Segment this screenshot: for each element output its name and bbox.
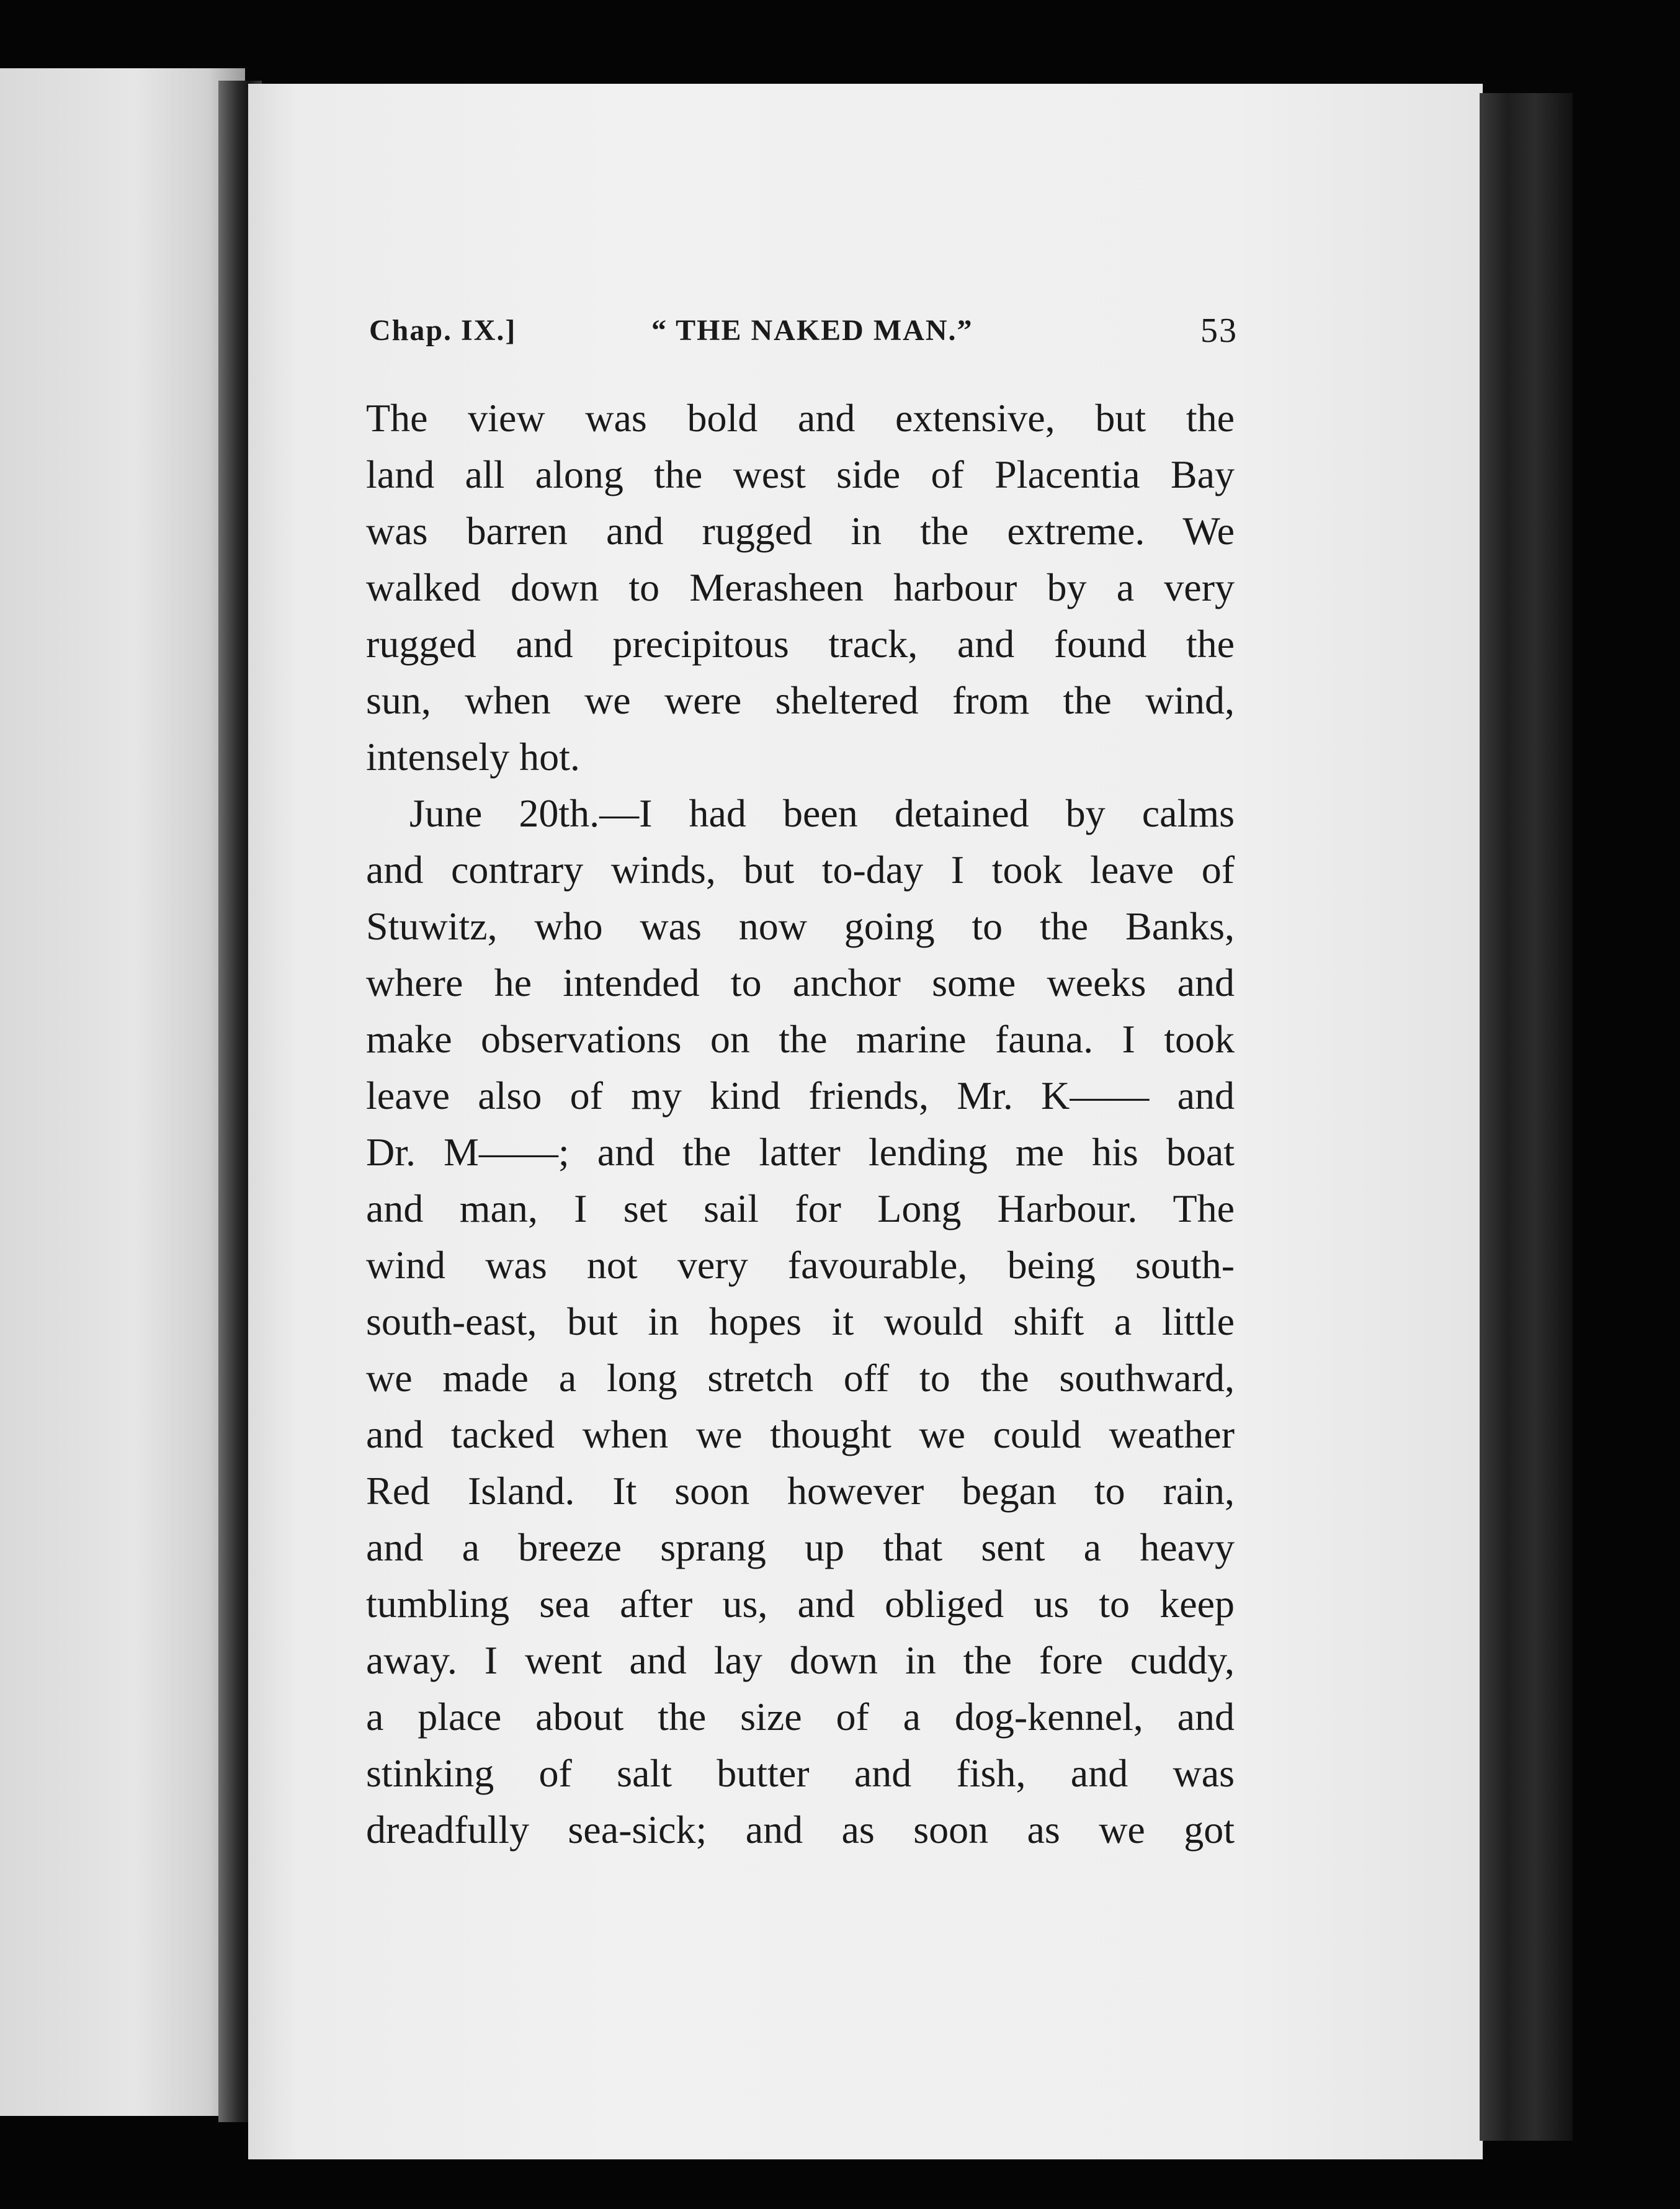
text-line: intensely hot. xyxy=(366,735,580,779)
page-number: 53 xyxy=(1200,311,1238,350)
text-line: Stuwitz, who was now going to the Banks, xyxy=(366,904,1235,948)
text-line: and tacked when we thought we could weather xyxy=(366,1412,1235,1456)
text-line: and contrary winds, but to-day I took leave of xyxy=(366,848,1235,892)
text-line: away. I went and lay down in the fore cuddy, xyxy=(366,1638,1235,1682)
text-line: and a breeze sprang up that sent a heavy xyxy=(366,1525,1235,1569)
chapter-label: Chap. IX.] xyxy=(369,314,517,347)
text-line: stinking of salt butter and fish, and was xyxy=(366,1751,1235,1795)
text-line: dreadfully sea-sick; and as soon as we got xyxy=(366,1808,1235,1852)
running-head xyxy=(369,313,1238,357)
text-line: June 20th.—I had been detained by calms xyxy=(409,791,1235,835)
text-line: and man, I set sail for Long Harbour. The xyxy=(366,1186,1235,1230)
text-line: wind was not very favourable, being south- xyxy=(366,1243,1235,1287)
text-line: we made a long stretch off to the southward, xyxy=(366,1356,1235,1400)
text-line: leave also of my kind friends, Mr. K—— and xyxy=(366,1073,1235,1118)
text-line: make observations on the marine fauna. I took xyxy=(366,1017,1235,1061)
text-line: The view was bold and extensive, but the xyxy=(366,396,1235,440)
text-line: rugged and precipitous track, and found the xyxy=(366,622,1235,666)
text-line: was barren and rugged in the extreme. We xyxy=(366,509,1235,553)
text-line: a place about the size of a dog-kennel, and xyxy=(366,1695,1235,1739)
text-line: sun, when we were sheltered from the wind, xyxy=(366,678,1235,722)
page-edge xyxy=(1480,93,1573,2141)
text-line: Dr. M——; and the latter lending me his boat xyxy=(366,1130,1235,1174)
left-page xyxy=(0,68,245,2116)
text-line: where he intended to anchor some weeks and xyxy=(366,961,1235,1005)
body-text xyxy=(366,390,1235,1858)
text-line: south-east, but in hopes it would shift a little xyxy=(366,1299,1235,1343)
text-line: land all along the west side of Placentia Bay xyxy=(366,452,1235,496)
text-line: Red Island. It soon however began to rain, xyxy=(366,1469,1235,1513)
running-title: “ THE NAKED MAN.” xyxy=(651,314,973,347)
text-line: tumbling sea after us, and obliged us to keep xyxy=(366,1582,1235,1626)
text-line: walked down to Merasheen harbour by a very xyxy=(366,565,1235,609)
